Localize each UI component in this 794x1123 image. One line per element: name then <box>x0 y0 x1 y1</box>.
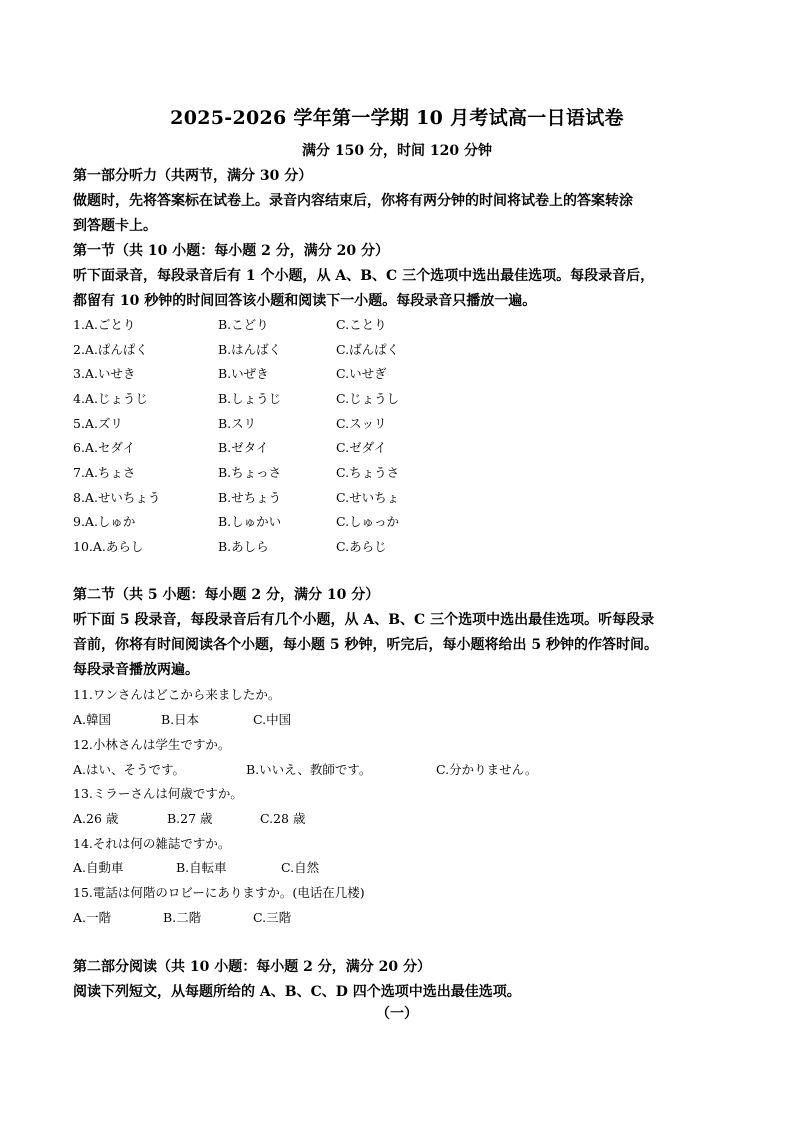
q13-text: 13.ミラーさんは何歳ですか。 <box>73 786 243 801</box>
q10-option-c: C.あらじ <box>336 539 387 554</box>
passage-number: （一） <box>376 1006 418 1022</box>
q15-option-b: B.二階 <box>163 910 202 925</box>
q1-option-a: 1.A.ごとり <box>73 317 136 332</box>
section1-instruction-line-2: 都留有 10 秒钟的时间回答该小题和阅读下一小题。每段录音只播放一遍。 <box>73 293 537 309</box>
q12-option-b: B.いいえ、教師です。 <box>246 762 372 777</box>
exam-title: 2025-2026 学年第一学期 10 月考试高一日语试卷 <box>170 107 624 129</box>
q7-option-b: B.ちょっさ <box>218 465 282 480</box>
q9-option-b: B.しゅかい <box>218 514 282 529</box>
q14-option-b: B.自転車 <box>176 860 227 875</box>
q13-option-a: A.26 歳 <box>73 811 119 826</box>
q5-option-b: B.スリ <box>218 416 257 431</box>
q2-option-b: B.はんばく <box>218 342 282 357</box>
part2-instruction: 阅读下列短文，从每题所给的 A、B、C、D 四个选项中选出最佳选项。 <box>73 984 521 1000</box>
q4-option-c: C.じょうし <box>336 391 400 406</box>
q15-option-c: C.三階 <box>253 910 292 925</box>
q7-option-a: 7.A.ちょさ <box>73 465 136 480</box>
section1-heading: 第一节（共 10 小题：每小题 2 分，满分 20 分） <box>73 243 389 259</box>
q8-option-c: C.せいちょ <box>336 490 400 505</box>
q6-option-b: B.ゼタイ <box>218 440 269 455</box>
section2-heading: 第二节（共 5 小题：每小题 2 分，满分 10 分） <box>73 587 380 603</box>
q6-option-c: C.ゼダイ <box>336 440 387 455</box>
q12-option-a: A.はい、そうです。 <box>73 762 186 777</box>
q11-option-c: C.中国 <box>253 712 292 727</box>
q4-option-a: 4.A.じょうじ <box>73 391 148 406</box>
q10-option-a: 10.A.あらし <box>73 539 144 554</box>
q9-option-c: C.しゅっか <box>336 514 400 529</box>
q14-option-a: A.自動車 <box>73 860 124 875</box>
q3-option-b: B.いぜき <box>218 366 269 381</box>
q13-option-b: B.27 歳 <box>167 811 213 826</box>
q11-option-b: B.日本 <box>161 712 200 727</box>
q8-option-a: 8.A.せいちょう <box>73 490 161 505</box>
q11-option-a: A.韓国 <box>73 712 112 727</box>
section2-instruction-line-1: 听下面 5 段录音，每段录音后有几个小题，从 A、B、C 三个选项中选出最佳选项。听每段录 <box>73 612 655 628</box>
q7-option-c: C.ちょうさ <box>336 465 400 480</box>
q14-text: 14.それは何の雑誌ですか。 <box>73 836 231 851</box>
part1-instruction-line-1: 做题时，先将答案标在试卷上。录音内容结束后，你将有两分钟的时间将试卷上的答案转涂 <box>73 193 633 209</box>
section1-instruction-line-1: 听下面录音，每段录音后有 1 个小题，从 A、B、C 三个选项中选出最佳选项。每段录音后， <box>73 268 655 284</box>
q12-text: 12.小林さんは学生ですか。 <box>73 737 231 752</box>
q15-text: 15.電話は何階のロビーにありますか。(电话在几楼) <box>73 885 365 900</box>
q6-option-a: 6.A.セダイ <box>73 440 136 455</box>
q15-option-a: A.一階 <box>73 910 112 925</box>
q4-option-b: B.しょうじ <box>218 391 282 406</box>
q3-option-c: C.いせぎ <box>336 366 387 381</box>
q10-option-b: B.あしら <box>218 539 269 554</box>
q2-option-a: 2.A.ぱんぱく <box>73 342 148 357</box>
part1-instruction-line-2: 到答题卡上。 <box>73 218 157 234</box>
q2-option-c: C.ばんぱく <box>336 342 400 357</box>
q5-option-c: C.スッリ <box>336 416 387 431</box>
q3-option-a: 3.A.いせき <box>73 366 136 381</box>
q1-option-c: C.ことり <box>336 317 387 332</box>
q12-option-c: C.分かりません。 <box>436 762 538 777</box>
q14-option-c: C.自然 <box>281 860 320 875</box>
q13-option-c: C.28 歳 <box>260 811 306 826</box>
part2-heading: 第二部分阅读（共 10 小题：每小题 2 分，满分 20 分） <box>73 959 431 975</box>
q1-option-b: B.こどり <box>218 317 269 332</box>
q11-text: 11.ワンさんはどこから来ましたか。 <box>73 687 281 702</box>
q5-option-a: 5.A.ズリ <box>73 416 123 431</box>
q9-option-a: 9.A.しゅか <box>73 514 136 529</box>
section2-instruction-line-3: 每段录音播放两遍。 <box>73 662 199 678</box>
exam-subtitle: 满分 150 分，时间 120 分钟 <box>302 143 492 159</box>
part1-heading: 第一部分听力（共两节，满分 30 分） <box>73 168 313 184</box>
section2-instruction-line-2: 音前，你将有时间阅读各个小题，每小题 5 秒钟，听完后，每小题将给出 5 秒钟的作答时间。 <box>73 637 658 653</box>
q8-option-b: B.せちょう <box>218 490 282 505</box>
